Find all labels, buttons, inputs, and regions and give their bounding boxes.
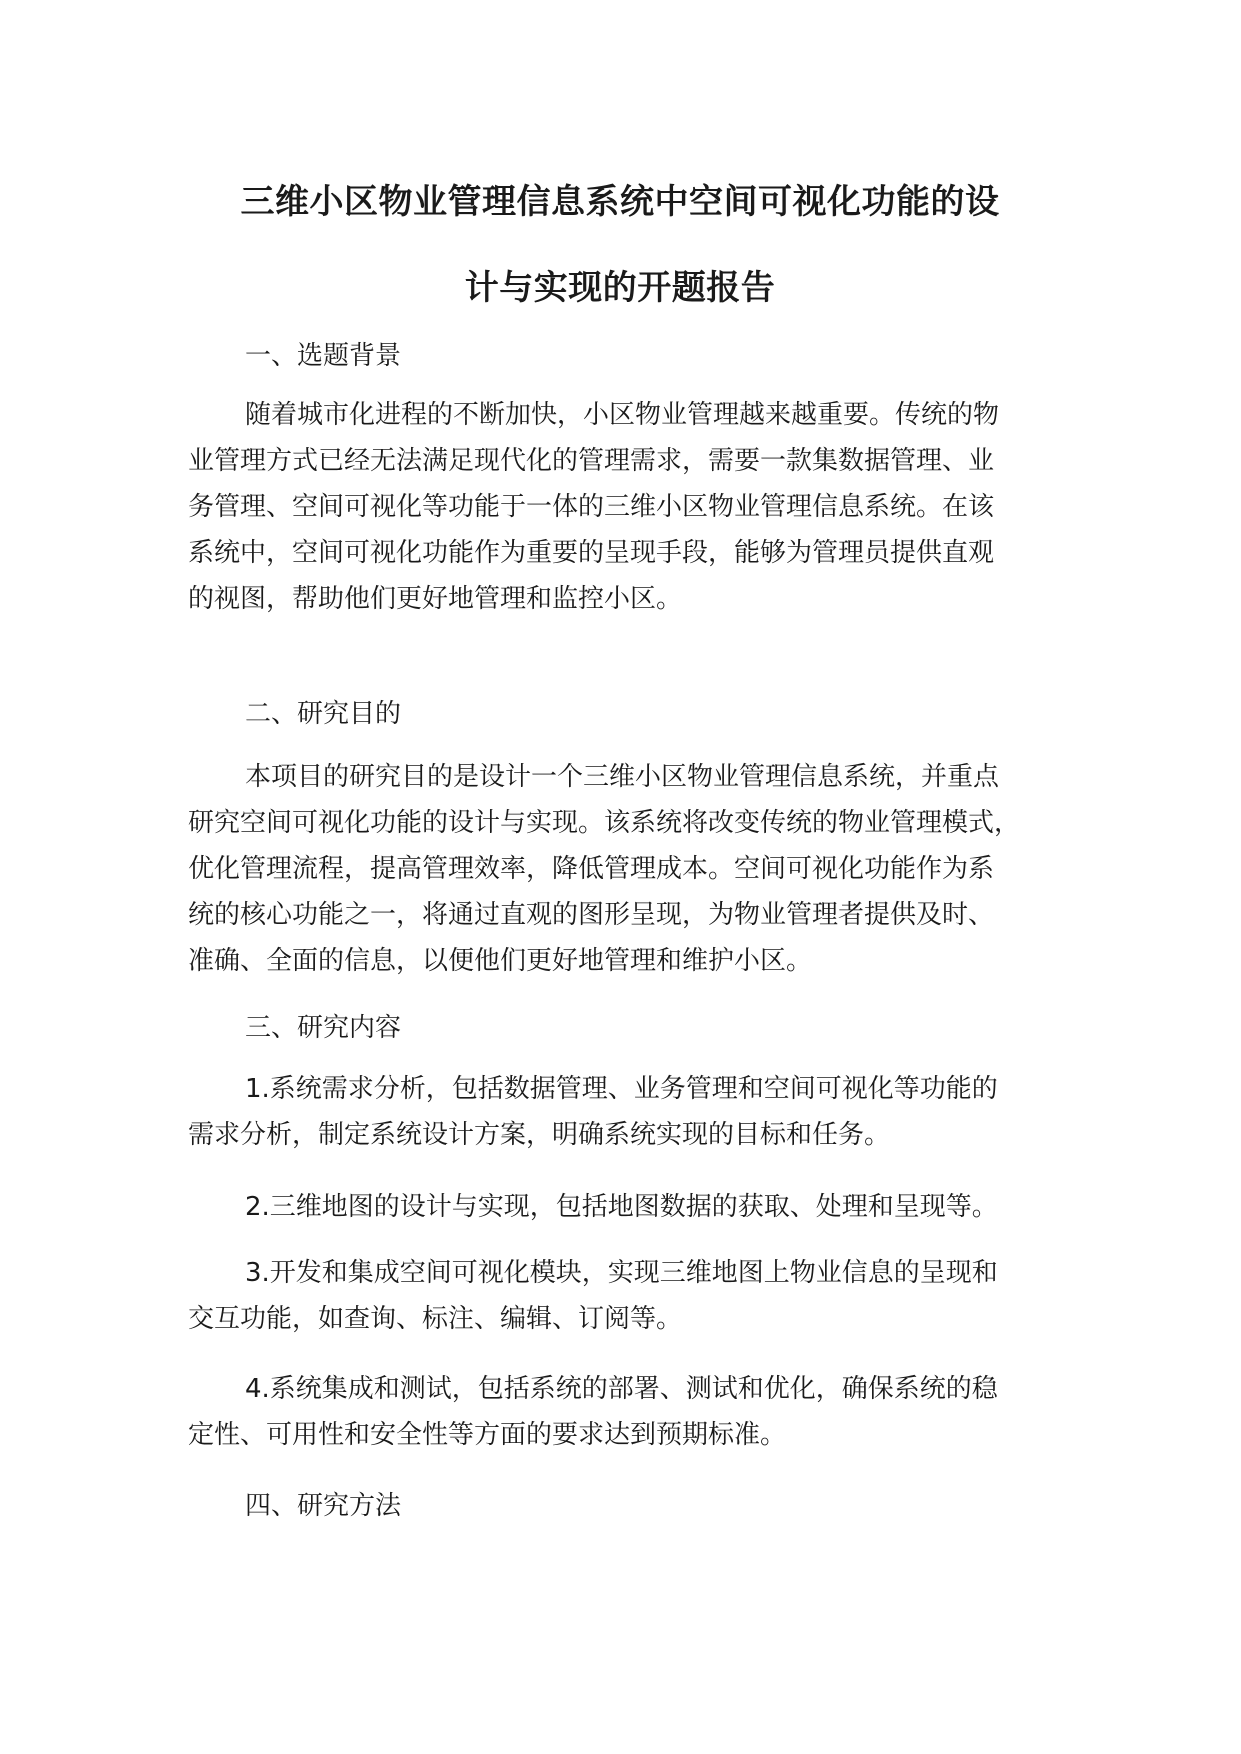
list-item-content-4: [188, 1366, 1068, 1458]
text-line: 务管理、空间可视化等功能于一体的三维小区物业管理信息系统。在该: [188, 492, 995, 522]
list-item-content-1: [188, 1066, 1068, 1158]
document-title-line-2: 计与实现的开题报告: [464, 268, 776, 308]
section-heading-purpose: 二、研究目的: [245, 699, 402, 729]
text-line: 随着城市化进程的不断加快，小区物业管理越来越重要。传统的物: [245, 400, 1000, 430]
text-line: 研究空间可视化功能的设计与实现。该系统将改变传统的物业管理模式，: [188, 808, 1021, 838]
list-item-content-2: [188, 1184, 1068, 1230]
section-heading-content: 三、研究内容: [245, 1013, 402, 1043]
list-item-content-3: [188, 1250, 1068, 1342]
text-line: 定性、可用性和安全性等方面的要求达到预期标准。: [188, 1420, 787, 1450]
text-line: 统的核心功能之一，将通过直观的图形呈现，为物业管理者提供及时、: [188, 900, 995, 930]
text-line: 需求分析，制定系统设计方案，明确系统实现的目标和任务。: [188, 1120, 891, 1150]
text-line: 优化管理流程，提高管理效率，降低管理成本。空间可视化功能作为系: [188, 854, 995, 884]
text-line: 交互功能，如查询、标注、编辑、订阅等。: [188, 1304, 683, 1334]
text-line: 2.三维地图的设计与实现，包括地图数据的获取、处理和呈现等。: [245, 1192, 998, 1222]
text-line: 本项目的研究目的是设计一个三维小区物业管理信息系统，并重点: [245, 762, 1000, 792]
text-line: 4.系统集成和测试，包括系统的部署、测试和优化，确保系统的稳: [245, 1374, 998, 1404]
text-line: 业管理方式已经无法满足现代化的管理需求，需要一款集数据管理、业: [188, 446, 995, 476]
section-heading-method: 四、研究方法: [245, 1491, 402, 1521]
paragraph-background: [188, 392, 1068, 622]
text-line: 系统中，空间可视化功能作为重要的呈现手段，能够为管理员提供直观: [188, 538, 995, 568]
paragraph-purpose: [188, 754, 1068, 984]
text-line: 1.系统需求分析，包括数据管理、业务管理和空间可视化等功能的: [245, 1074, 998, 1104]
document-title-line-1: 三维小区物业管理信息系统中空间可视化功能的设: [240, 182, 1000, 222]
text-line: 的视图，帮助他们更好地管理和监控小区。: [188, 584, 683, 614]
text-line: 3.开发和集成空间可视化模块，实现三维地图上物业信息的呈现和: [245, 1258, 998, 1288]
section-heading-background: 一、选题背景: [245, 341, 402, 371]
text-line: 准确、全面的信息，以便他们更好地管理和维护小区。: [188, 946, 813, 976]
